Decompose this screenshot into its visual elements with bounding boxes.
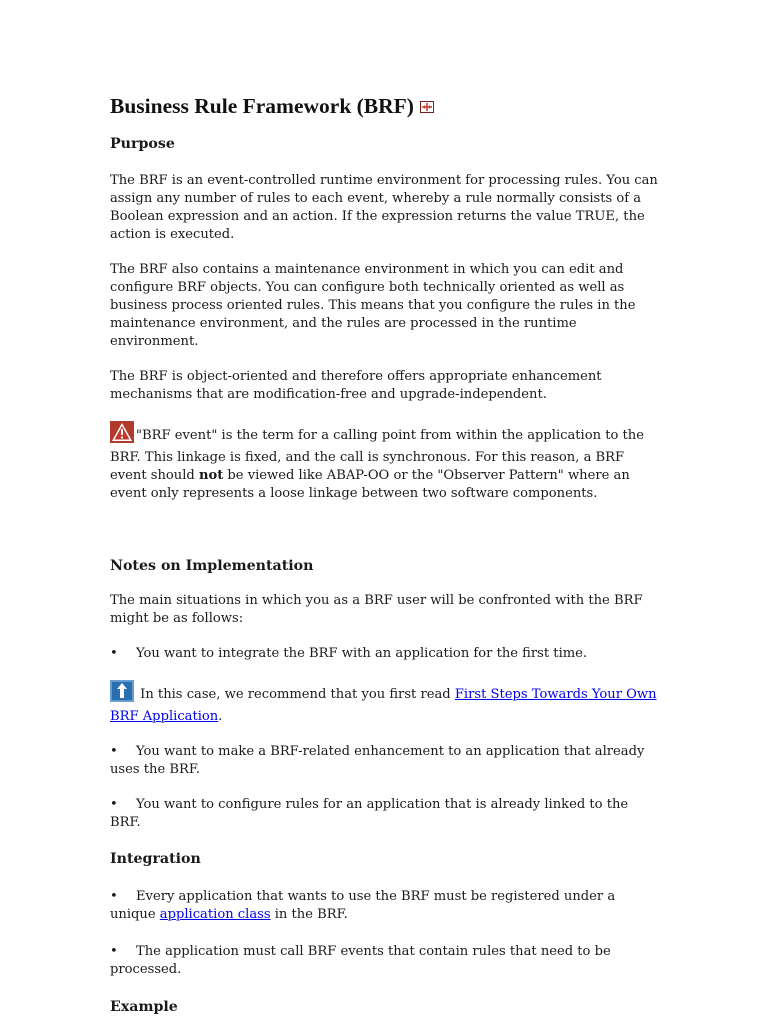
- bullet-dot: •: [110, 744, 118, 759]
- warning-note: [110, 421, 662, 503]
- info-arrow-icon: [110, 680, 134, 708]
- heading-notes-on-implementation: Notes on Implementation: [110, 558, 314, 574]
- list-item: [110, 796, 662, 832]
- notes-bullet-1: You want to integrate the BRF with an application for the first time.: [136, 646, 588, 661]
- purpose-paragraph-2: The BRF also contains a maintenance environment in which you can edit and configure BRF objects. You can configure both technically oriented as well as business process oriented rules. This means that you configure the rules in the maintenance environment, and the rules are processed in the runtime environment.: [110, 262, 636, 349]
- document: [110, 92, 662, 1017]
- expand-icon[interactable]: [420, 92, 434, 120]
- warning-icon: [110, 421, 134, 449]
- warning-text-bold: not: [198, 468, 224, 483]
- purpose-paragraph-1: The BRF is an event-controlled runtime environment for processing rules. You can assign any number of rules to each event, whereby a rule normally consists of a Boolean expression and an action. If the expression returns the value TRUE, the action is executed.: [110, 173, 658, 242]
- purpose-paragraph-3: The BRF is object-oriented and therefore offers appropriate enhancement mechanisms that are modification-free and upgrade-independent.: [110, 369, 602, 402]
- bullet-dot: •: [110, 797, 118, 812]
- recommendation-text-a: In this case, we recommend that you first read: [136, 687, 455, 702]
- integration-bullet-2: The application must call BRF events that contain rules that need to be processed.: [110, 944, 611, 977]
- page-title-row: [110, 92, 662, 120]
- list-item: [110, 943, 662, 979]
- application-class-link[interactable]: application class: [159, 907, 271, 922]
- integration-bullet-1-text-a: Every application that wants to use the BRF must be registered under a unique: [110, 889, 616, 922]
- bullet-dot: •: [110, 944, 118, 959]
- bullet-dot: •: [110, 646, 118, 661]
- bullet-dot: •: [110, 889, 118, 904]
- warning-text-b: be viewed like ABAP-OO or the "Observer Pattern" where an event only represents a loose linkage between two software components.: [110, 468, 630, 501]
- heading-purpose: Purpose: [110, 136, 175, 152]
- notes-bullet-2: You want to make a BRF-related enhancement to an application that already uses the BRF.: [110, 744, 645, 777]
- first-steps-link[interactable]: First Steps Towards Your Own BRF Application: [110, 687, 657, 724]
- heading-example: Example: [110, 999, 178, 1015]
- integration-bullet-1-text-b: in the BRF.: [270, 907, 348, 922]
- notes-bullet-3: You want to configure rules for an application that is already linked to the BRF.: [110, 797, 629, 830]
- list-item: [110, 743, 662, 779]
- recommendation-text-b: .: [218, 709, 223, 724]
- heading-integration: Integration: [110, 851, 201, 867]
- list-item: [110, 645, 662, 663]
- notes-intro: The main situations in which you as a BRF user will be confronted with the BRF might be as follows:: [110, 593, 643, 626]
- warning-text-a: "BRF event" is the term for a calling point from within the application to the BRF. This linkage is fixed, and the call is synchronous. For this reason, a BRF event should: [110, 428, 644, 483]
- list-item: [110, 888, 662, 924]
- page-title: Business Rule Framework (BRF): [110, 94, 414, 118]
- recommendation-note: [110, 680, 662, 726]
